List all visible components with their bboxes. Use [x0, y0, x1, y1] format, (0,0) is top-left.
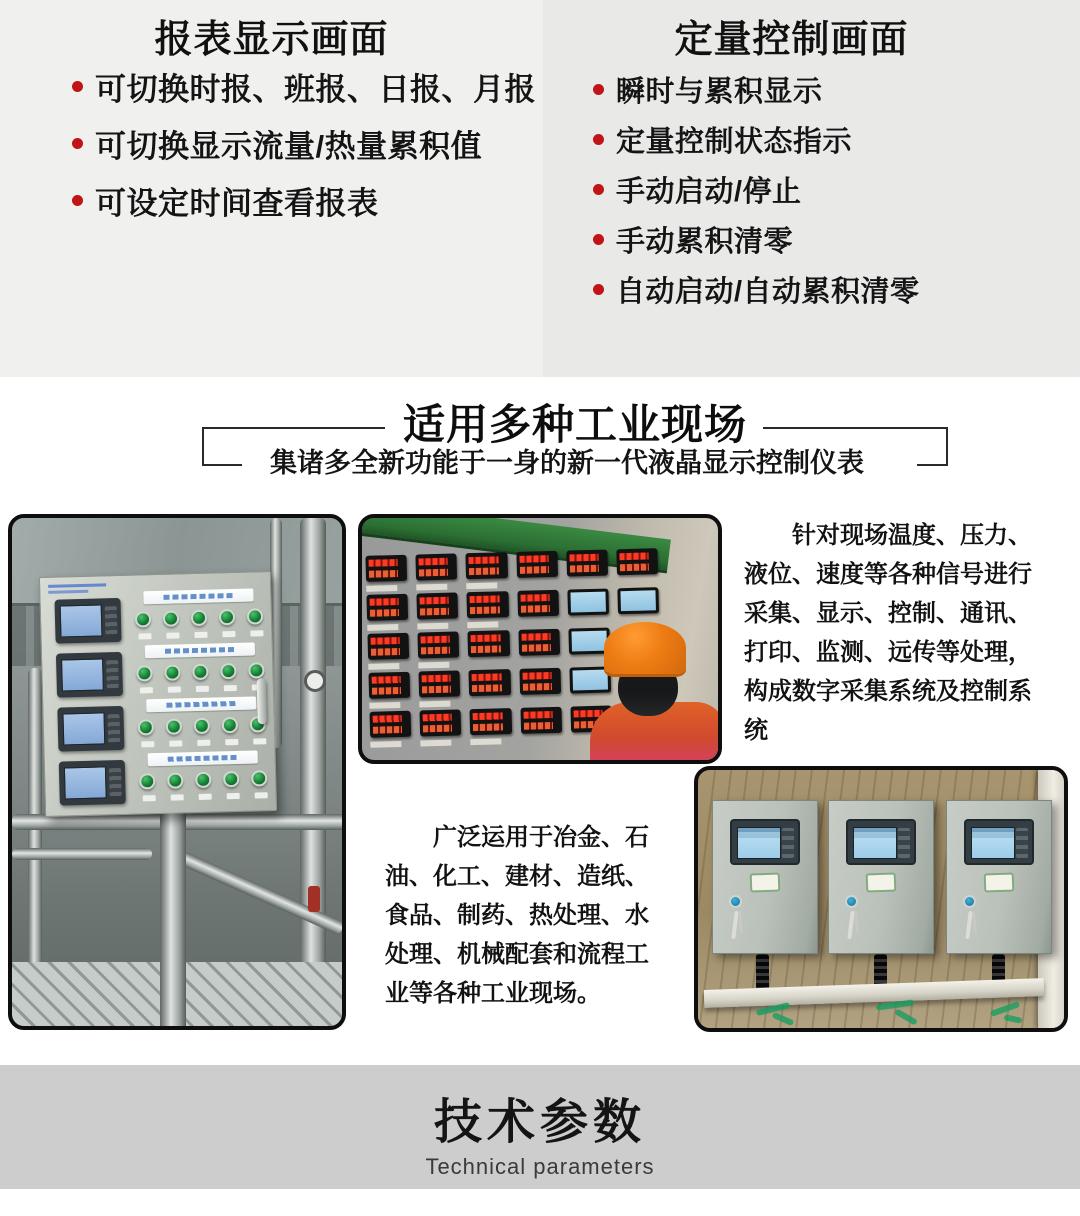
meter-label-chip [368, 663, 399, 670]
panel-meter [519, 668, 561, 695]
meter-label-chip [370, 741, 401, 748]
text-line: 液位、速度等各种信号进行 [744, 561, 1032, 588]
button-row [134, 588, 263, 637]
panel-meter [470, 708, 512, 735]
pipe [12, 848, 152, 860]
row-label [145, 642, 255, 658]
handwriting-mark [48, 583, 106, 588]
control-cabinet [828, 800, 934, 954]
list-item [543, 164, 1080, 214]
bullet-icon [593, 134, 604, 145]
quantitative-panel-title: 定量控制画面 [674, 19, 909, 61]
control-cabinet [946, 800, 1052, 954]
feature-text: 可切换显示流量/热量累积值 [95, 129, 483, 164]
stainless-panel [39, 571, 277, 817]
list-item [0, 172, 543, 229]
text-line: 食品、制药、热处理、水 [385, 902, 649, 929]
green-button [166, 718, 182, 734]
decor-line-right [763, 427, 948, 429]
label-chip [866, 872, 897, 892]
list-item [543, 64, 1080, 114]
panel-meter [468, 630, 510, 657]
bullet-icon [593, 234, 604, 245]
meter-label-chip [416, 584, 447, 591]
list-item [543, 214, 1080, 264]
green-button [167, 772, 183, 788]
support-pole [160, 798, 186, 1030]
meter-label-chip [419, 701, 450, 708]
pressure-gauge [304, 670, 326, 692]
panel-meter [516, 551, 558, 578]
decor-bracket-right [946, 427, 948, 466]
panel-meter [520, 707, 562, 734]
panel-meter [617, 587, 659, 614]
quantitative-feature-list [543, 64, 1080, 314]
green-button [138, 719, 154, 735]
green-button [136, 665, 152, 681]
decor-bracket-right-foot [917, 464, 948, 466]
list-item [543, 264, 1080, 314]
valve [308, 886, 320, 912]
panel-meter [370, 711, 412, 738]
feature-text: 自动启动/自动累积清零 [616, 275, 920, 308]
report-panel-title: 报表显示画面 [154, 19, 389, 61]
bullet-icon [593, 84, 604, 95]
feature-text: 手动启动/停止 [616, 175, 802, 208]
green-button [194, 718, 210, 734]
feature-text: 手动累积清零 [616, 225, 794, 258]
text-line: 统 [744, 717, 768, 744]
lcd-instrument [730, 819, 800, 865]
meter-label-chip [468, 621, 499, 628]
green-button [164, 664, 180, 680]
meter-label-chip [420, 740, 451, 747]
panel-meter [467, 591, 509, 618]
panel-meter [418, 631, 460, 658]
row-label [146, 696, 256, 712]
decor-line-left [202, 427, 385, 429]
text-line: 油、化工、建材、造纸、 [385, 863, 649, 890]
panel-meter [616, 548, 658, 575]
green-button [195, 772, 211, 788]
green-button [251, 770, 267, 786]
panel-meter [366, 594, 408, 621]
label-chip [750, 872, 781, 892]
feature-text: 定量控制状态指示 [616, 125, 853, 158]
lcd-instrument [54, 598, 121, 644]
photo-plant-control-panel [8, 514, 346, 1030]
panel-meter [365, 555, 407, 582]
panel-meter [368, 672, 410, 699]
panel-meter [466, 552, 508, 579]
feature-text: 可切换时报、班报、日报、月报 [95, 72, 536, 107]
banner-subtitle: Technical parameters [425, 1154, 655, 1179]
green-button [219, 609, 235, 625]
lcd-instrument [57, 706, 124, 752]
lcd-instrument [846, 819, 916, 865]
technical-parameters-banner [0, 1065, 1080, 1189]
list-item [0, 115, 543, 172]
row-label [143, 588, 253, 604]
pipe [300, 518, 326, 1030]
button-row [136, 642, 265, 691]
panel-meter [367, 633, 409, 660]
meter-label-chip [367, 624, 398, 631]
list-item [543, 114, 1080, 164]
key-lock [845, 895, 858, 908]
green-button [191, 610, 207, 626]
panel-meter [518, 629, 560, 656]
bullet-icon [72, 195, 83, 206]
section-title: 适用多种工业现场 [402, 401, 748, 448]
panel-meter [419, 670, 461, 697]
feature-text: 瞬时与累积显示 [616, 75, 823, 108]
green-button [163, 610, 179, 626]
row-label [148, 750, 258, 766]
panel-meter [420, 709, 462, 736]
panel-meter [517, 590, 559, 617]
photo-control-cabinets [694, 766, 1068, 1032]
section-subtitle: 集诸多全新功能于一身的新一代液晶显示控制仪表 [270, 448, 864, 478]
panel-meter [417, 592, 459, 619]
hanging-key [738, 911, 743, 933]
text-line: 采集、显示、控制、通讯、 [744, 600, 1032, 627]
green-button [192, 664, 208, 680]
meter-label-chip [366, 585, 397, 592]
text-line: 针对现场温度、压力、 [792, 522, 1032, 549]
text-line: 打印、监测、远传等处理， [744, 639, 1032, 666]
bullet-icon [593, 184, 604, 195]
button-row [139, 750, 268, 799]
key-lock [963, 895, 976, 908]
key-lock [729, 895, 742, 908]
text-line: 业等各种工业现场。 [385, 980, 601, 1007]
quantitative-control-panel [543, 0, 1080, 377]
panel-handle [257, 678, 267, 724]
decor-bracket-left-foot [202, 464, 242, 466]
green-button [223, 771, 239, 787]
meter-label-chip [467, 582, 498, 589]
green-button [135, 611, 151, 627]
meter-label-chip [418, 662, 449, 669]
lcd-instrument [59, 760, 126, 806]
handwriting-mark [48, 590, 88, 594]
list-item [0, 58, 543, 115]
banner-title: 技术参数 [433, 1096, 646, 1149]
orange-hardhat [604, 622, 686, 674]
green-button [248, 662, 264, 678]
signal-intro-text [744, 516, 1044, 750]
panel-meter [567, 589, 609, 616]
text-line: 构成数字采集系统及控制系 [744, 678, 1032, 705]
meter-label-chip [471, 738, 502, 745]
green-button [139, 773, 155, 789]
report-feature-list [0, 58, 543, 229]
applications-text [385, 818, 665, 1013]
text-line: 处理、机械配套和流程工 [385, 941, 649, 968]
panel-meter [566, 550, 608, 577]
panel-meter [416, 553, 458, 580]
bullet-icon [72, 81, 83, 92]
decor-bracket-left [202, 427, 204, 466]
green-button [247, 608, 263, 624]
bullet-icon [72, 138, 83, 149]
button-row [137, 696, 266, 745]
report-display-panel [0, 0, 543, 377]
green-button [222, 717, 238, 733]
green-button [220, 663, 236, 679]
label-chip [984, 872, 1015, 892]
meter-label-chip [369, 702, 400, 709]
meter-label-chip [417, 623, 448, 630]
hanging-key [854, 911, 859, 933]
feature-text: 可设定时间查看报表 [95, 186, 379, 221]
lcd-instrument [56, 652, 123, 698]
hanging-key [972, 911, 977, 933]
text-line: 广泛运用于冶金、石 [433, 824, 649, 851]
lcd-instrument [964, 819, 1034, 865]
photo-instrument-wall [358, 514, 722, 764]
control-cabinet [712, 800, 818, 954]
bullet-icon [593, 284, 604, 295]
panel-meter [469, 669, 511, 696]
